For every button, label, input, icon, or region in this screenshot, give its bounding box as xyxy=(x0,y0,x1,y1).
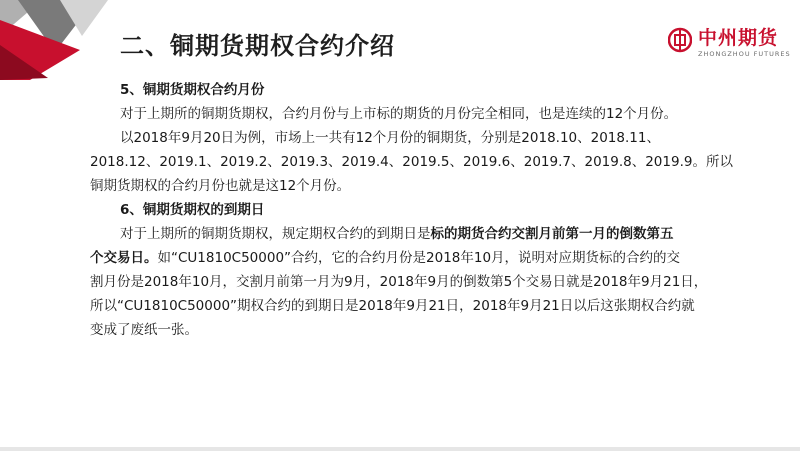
paragraph-expiry-line1 xyxy=(90,222,750,246)
expiry-rule-bold-end: 个交易日。 xyxy=(90,250,158,266)
header xyxy=(0,0,800,80)
paragraph-expiry-line4: 所以“CU1810C50000”期权合约的到期日是2018年9月21日，2018年9月21日以后这张期权合约就 xyxy=(90,298,695,314)
paragraph-contract-months: 对于上期所的铜期货期权，合约月份与上市标的期货的月份完全相同，也是连续的12个月份。 xyxy=(120,106,678,122)
paragraph-expiry-line3: 割月份是2018年10月，交割月前第一月为9月，2018年9月的倒数第5个交易日就是2018年9月21日， xyxy=(90,274,708,290)
expiry-rule-bold: 标的期货合约交割月前第一月的倒数第五 xyxy=(430,226,674,242)
slide-body xyxy=(90,78,750,342)
logo-chinese-name: 中州期货 xyxy=(698,27,779,49)
paragraph-expiry-line5: 变成了废纸一张。 xyxy=(90,322,198,338)
company-logo xyxy=(668,22,791,72)
page-title: 二、铜期货期权合约介绍 xyxy=(120,32,395,60)
logo-english-name: ZHONGZHOU FUTURES xyxy=(698,50,791,58)
expiry-text: 对于上期所的铜期货期权，规定期权合约的到期日是 xyxy=(120,226,431,242)
section-heading-expiry: 6、铜期货期权的到期日 xyxy=(120,202,265,218)
section-heading-contract-months: 5、铜期货期权合约月份 xyxy=(120,82,265,98)
paragraph-example-line2: 2018.12、2019.1、2019.2、2019.3、2019.4、2019.5、2019.6、2019.7、2019.8、2019.9。所以 xyxy=(90,154,733,170)
zhongzhou-logo-mark-icon xyxy=(668,26,692,54)
footer-divider xyxy=(0,447,800,451)
expiry-example-text: 如“CU1810C50000”合约，它的合约月份是2018年10月，说明对应期货标的合约的交 xyxy=(157,250,681,266)
paragraph-example-line3: 铜期货期权的合约月份也就是这12个月份。 xyxy=(90,178,351,194)
paragraph-expiry-line2 xyxy=(90,246,750,270)
paragraph-example-line1: 以2018年9月20日为例，市场上一共有12个月份的铜期货，分别是2018.10、2018.11、 xyxy=(120,130,660,146)
corner-triangle-decoration xyxy=(0,0,110,80)
